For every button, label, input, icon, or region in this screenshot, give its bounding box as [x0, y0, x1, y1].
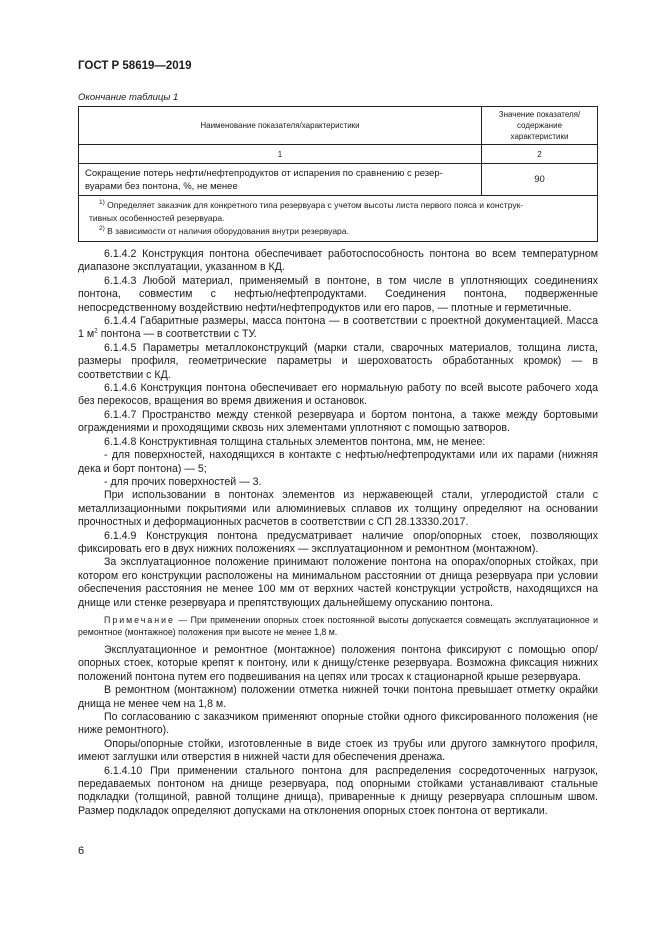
para-6-1-4-4-a: 6.1.4.4 Габаритные размеры, масса понтона — в соответствии с проектной документацией. Масса 1 м	[78, 315, 598, 341]
para-agreement: По согласованию с заказчиком применяют опорные стойки одного фиксированного положения (не ниже ремонтного).	[78, 711, 598, 737]
row-label-line1: Сокращение потерь нефти/нефтепродуктов от испарения по сравнению с резер-	[85, 167, 443, 179]
footnote-2-mark: 2)	[99, 225, 105, 233]
list-item-other: - для прочих поверхностей — 3.	[104, 475, 262, 488]
para-operational-position: За эксплуатационное положение принимают положение понтона на опорах/опорных стойках, при котором его конструкции расположены на минимальном расстоянии от днища резервуара при условии обеспечения расстояния не менее 100 мм от верхних частей конструкции устройств, находящихся на днище или стенке резервуара и препятствующих дальнейшему опусканию понтона.	[78, 556, 598, 609]
para-6-1-4-7: 6.1.4.7 Пространство между стенкой резервуара и бортом понтона, а также между бортовыми ограждениями и проходящими сквозь них элементами уплотняют с помощью затворов.	[78, 408, 598, 435]
table-caption: Окончание таблицы 1	[78, 92, 179, 103]
para-6-1-4-10: 6.1.4.10 При применении стального понтона для распределения сосредоточенных нагрузок, передаваемых понтоном на днище резервуара, под опорными стойками устанавливают стальные подкладки (толщиной, равной толщине днища), приваренные к днищу резервуара сплошным швом. Размер подкладок определяют допусками на отклонения опорных стоек понтона от вертикали.	[78, 764, 598, 817]
para-6-1-4-6: 6.1.4.6 Конструкция понтона обеспечивает его нормальную работу по всей высоте рабочего хода без перекосов, вращения во время движения и остановок.	[78, 382, 598, 408]
list-item-contact: - для поверхностей, находящихся в контакте с нефтью/нефтепродуктами или их парами (нижняя дека и борт понтона) — 5;	[78, 449, 598, 475]
footnote-1-line1: Определяет заказчик для конкретного типа резервуара с учетом высоты листа первого пояса и конструк-	[107, 200, 524, 210]
para-6-1-4-2: 6.1.4.2 Конструкция понтона обеспечивает работоспособность понтона во всем температурном диапазоне эксплуатации, указанном в КД.	[78, 248, 598, 274]
footnote-1	[89, 199, 591, 212]
col-header-name: Наименование показателя/характеристики	[79, 107, 482, 145]
document-code: ГОСТ Р 58619—2019	[78, 60, 192, 72]
para-6-1-4-9: 6.1.4.9 Конструкция понтона предусматривает наличие опор/опорных стоек, позволяющих фиксировать его в двух нижних положениях — эксплуатационном и ремонтном (монтажном).	[78, 529, 598, 555]
col-header-value-line1: Значение показателя/	[498, 110, 581, 119]
footnote-1-line2: тивных особенностей резервуара.	[89, 213, 225, 223]
indicators-table	[78, 106, 598, 242]
footnote-2	[89, 225, 591, 238]
note	[78, 614, 598, 638]
footnote-1-mark: 1)	[99, 199, 105, 207]
col-number-1: 1	[79, 145, 482, 164]
para-6-1-4-4-b: понтона — в соответствии с ТУ.	[97, 328, 257, 341]
row-label-line2: вуарами без понтона, %, не менее	[85, 180, 238, 192]
para-6-1-4-4	[78, 315, 598, 342]
row-value: 90	[482, 164, 598, 196]
row-label-cell	[79, 164, 482, 196]
col-number-2: 2	[482, 145, 598, 164]
footnote-2-text: В зависимости от наличия оборудования внутри резервуара.	[107, 226, 349, 236]
body-text	[78, 248, 598, 818]
para-6-1-4-5: 6.1.4.5 Параметры металлоконструкций (марки стали, сварочных материалов, толщина листа, размеры профиля, геометрические параметры и шероховатость обработанных кромок) — в соответствии с КД.	[78, 341, 598, 381]
col-header-value-line2: содержание характеристики	[510, 121, 569, 141]
table-footnotes	[79, 196, 598, 242]
para-6-1-4-3: 6.1.4.3 Любой материал, применяемый в понтоне, в том числе в уплотняющих соединениях понтона, совместим с нефтью/нефтепродуктами. Соединения понтона, подверженные непосредственному воздействию нефти/нефтепродуктов или его паров, — плотные и герметичные.	[78, 274, 598, 314]
para-fixing: Эксплуатационное и ремонтное (монтажное) положения понтона фиксируют с помощью опор/опорных стоек, которые крепят к понтону, или к днищу/стенке резервуара. Возможна фиксация нижних положений понтона путем его подвешивания на цепях или тросах к стационарной крыше резервуара.	[78, 643, 598, 683]
para-drainage: Опоры/опорные стойки, изготовленные в виде стоек из трубы или другого замкнутого профиля, имеют заглушки или отверстия в нижней части для обеспечения дренажа.	[78, 737, 598, 764]
para-repair-position: В ремонтном (монтажном) положении отметка нижней точки понтона превышает отметку окрайки днища не менее чем на 1,8 м.	[78, 684, 598, 710]
para-6-1-4-4-sup: 2	[94, 327, 98, 335]
page-number: 6	[78, 845, 85, 857]
para-stainless: При использовании в понтонах элементов из нержавеющей стали, углеродистой стали с металлизационными покрытиями или алюминиевых сплавов их толщину определяют на основании прочностных и деформационных расчетов в соответствии с СП 28.13330.2017.	[78, 489, 598, 529]
col-header-value	[482, 107, 598, 145]
note-text: — При применении опорных стоек постоянной высоты допускается совмещать эксплуатационное и ремонтное (монтажное) положения при высоте не менее 1,8 м.	[78, 614, 598, 637]
para-6-1-4-8: 6.1.4.8 Конструктивная толщина стальных элементов понтона, мм, не менее:	[104, 435, 486, 448]
note-label: Примечание	[104, 614, 175, 625]
